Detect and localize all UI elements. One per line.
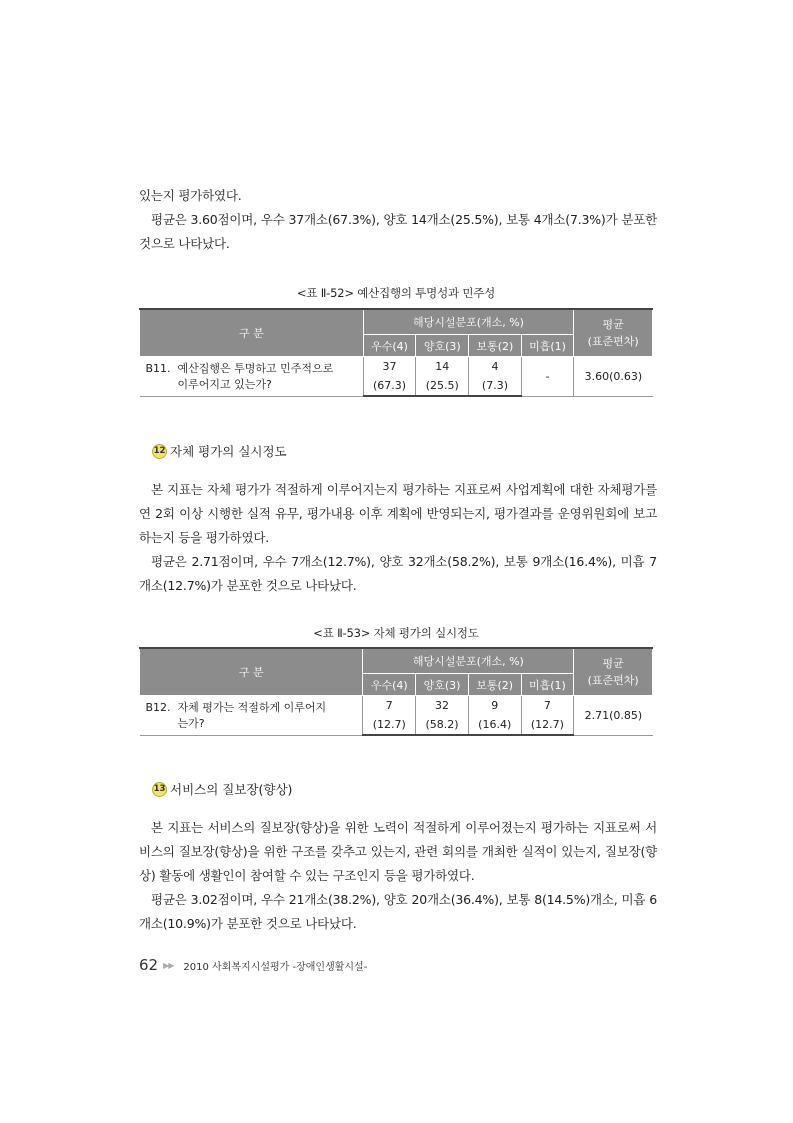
percent-average: (7.3) (469, 376, 522, 396)
count-poor: - (521, 357, 574, 397)
percent-excellent: (67.3) (363, 376, 416, 396)
sub-col-average: 보통(2) (469, 335, 522, 357)
count-good: 32 (416, 696, 469, 716)
item-text-line1: 예산집행은 투명하고 민주적으로 (177, 362, 334, 376)
percent-average: (16.4) (468, 715, 521, 735)
item-text-line2: 는가? (177, 717, 205, 731)
count-average: 9 (468, 696, 521, 716)
intro-text (139, 184, 657, 256)
count-poor: 7 (521, 696, 574, 716)
double-arrow-icon: ▶▶ (163, 960, 174, 970)
table-row (140, 357, 653, 377)
count-excellent: 37 (363, 357, 416, 377)
page-footer (139, 956, 367, 974)
item-code: B12. (145, 701, 171, 715)
col-average: 평균 (표준편차) (574, 648, 653, 696)
count-average: 4 (469, 357, 522, 377)
paragraph: 평균은 2.71점이며, 우수 7개소(12.7%), 양호 32개소(58.2%), 보통 9개소(16.4%), 미흡 7개소(12.7%)가 분포한 것으로 나타났다. (139, 554, 657, 593)
count-good: 14 (416, 357, 469, 377)
row-item (140, 357, 364, 397)
percent-good: (25.5) (416, 376, 469, 396)
table-52-caption: <표 Ⅱ-52> 예산집행의 투명성과 민주성 (296, 286, 496, 300)
table-row (140, 696, 653, 716)
percent-excellent: (12.7) (363, 715, 416, 735)
col-category: 구 분 (140, 648, 363, 696)
item-code: B11. (145, 362, 171, 376)
section-number-badge: 12 (152, 444, 167, 459)
table-53-caption: <표 Ⅱ-53> 자체 평가의 실시정도 (313, 626, 479, 640)
paragraph: 평균은 3.02점이며, 우수 21개소(38.2%), 양호 20개소(36.4%), 보통 8(14.5%)개소, 미흡 6개소(10.9%)가 분포한 것으로 나타났다. (139, 892, 657, 931)
page-number: 62 (139, 956, 159, 974)
sub-col-excellent: 우수(4) (363, 335, 416, 357)
section-title: 자체 평가의 실시정도 (170, 444, 287, 459)
average-value: 2.71(0.85) (574, 696, 653, 736)
sub-col-good: 양호(3) (416, 674, 469, 696)
paragraph: 본 지표는 자체 평가가 적절하게 이루어지는지 평가하는 지표로써 사업계획에 대한 자체평가를 연 2회 이상 시행한 실적 유무, 평가내용 이후 계획에 반영되는지, 평가결과를 운영위원회에 보고하는지 등을 평가하였다. (139, 482, 657, 545)
section-12-text (139, 478, 657, 598)
section-number-badge: 13 (152, 782, 167, 797)
percent-poor: (12.7) (521, 715, 574, 735)
sub-col-excellent: 우수(4) (363, 674, 416, 696)
col-category: 구 분 (140, 309, 364, 357)
sub-col-poor: 미흡(1) (521, 674, 574, 696)
section-12-heading (152, 442, 287, 460)
col-distribution: 해당시설분포(개소, %) (363, 309, 574, 335)
item-text-line2: 이루어지고 있는가? (177, 378, 272, 392)
count-excellent: 7 (363, 696, 416, 716)
col-average: 평균 (표준편차) (574, 309, 653, 357)
intro-line: 있는지 평가하였다. (139, 188, 242, 203)
table-52 (139, 308, 653, 397)
table-53 (139, 647, 653, 736)
sub-col-good: 양호(3) (416, 335, 469, 357)
average-value: 3.60(0.63) (574, 357, 653, 397)
item-text-line1: 자체 평가는 적절하게 이루어지 (177, 701, 327, 715)
col-distribution: 해당시설분포(개소, %) (363, 648, 574, 674)
row-item (140, 696, 363, 736)
intro-paragraph: 평균은 3.60점이며, 우수 37개소(67.3%), 양호 14개소(25.5%), 보통 4개소(7.3%)가 분포한 것으로 나타났다. (139, 212, 657, 251)
paragraph: 본 지표는 서비스의 질보장(향상)을 위한 노력이 적절하게 이루어졌는지 평가하는 지표로써 서비스의 질보장(향상)을 위한 구조를 갖추고 있는지, 관련 회의를 개최한 실적이 있는지, 질보장(향상) 활동에 생활인이 참여할 수 있는 구조인지 등을 평가하였다. (139, 820, 657, 883)
section-13-heading (152, 780, 292, 798)
sub-col-average: 보통(2) (468, 674, 521, 696)
footer-title: 2010 사회복지시설평가 -장애인생활시설- (183, 961, 368, 973)
percent-good: (58.2) (416, 715, 469, 735)
sub-col-poor: 미흡(1) (521, 335, 574, 357)
section-title: 서비스의 질보장(향상) (170, 782, 293, 797)
section-13-text (139, 816, 657, 936)
